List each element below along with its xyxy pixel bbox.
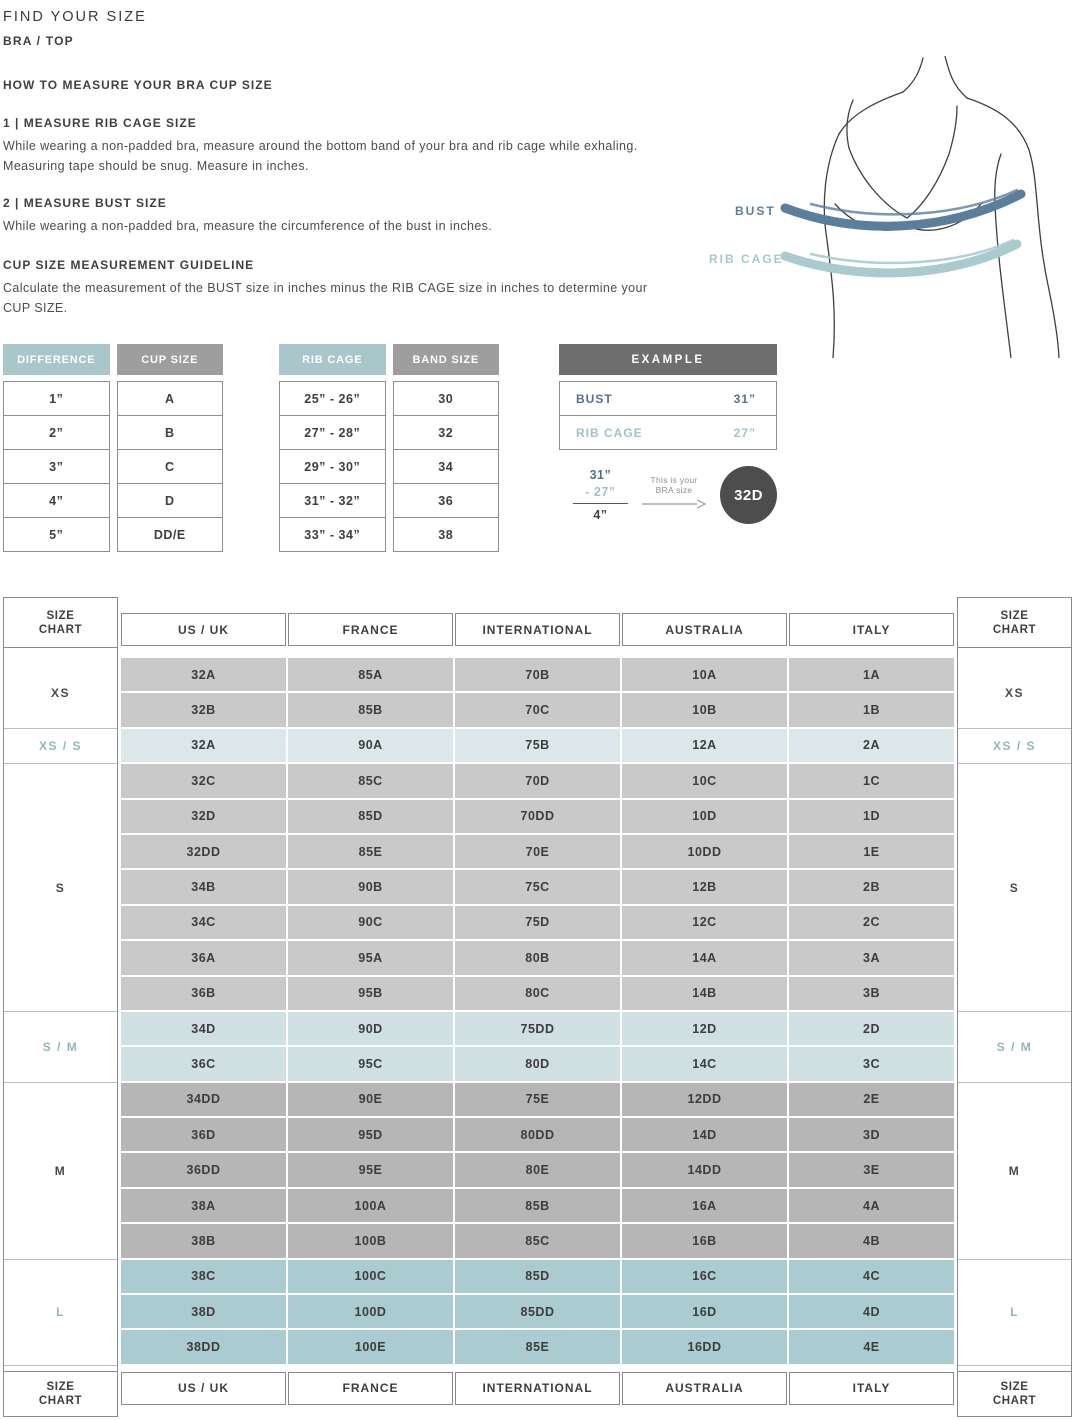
step-1-title: 1 | MEASURE RIB CAGE SIZE [3,116,197,130]
size-cell: 100B [288,1224,453,1257]
size-cell: 10A [622,658,787,691]
size-row [121,1260,954,1293]
size-row [121,1012,954,1045]
column-header: US / UK [121,613,286,646]
size-chart-sidebar-title: SIZE CHART [958,598,1071,648]
size-cell: 95D [288,1118,453,1151]
size-group-label: L [4,1260,117,1366]
size-cell: 85E [288,835,453,868]
example-row-label: BUST [576,391,613,406]
size-cell: 38C [121,1260,286,1293]
size-cell: 10D [622,800,787,833]
size-cell: 3B [789,977,954,1010]
size-row [121,870,954,903]
size-cell: 80E [455,1153,620,1186]
example-row-value: 27” [733,425,756,440]
size-group-label: XS [4,658,117,729]
size-cell: 34DD [121,1083,286,1116]
size-cell: 36DD [121,1153,286,1186]
size-chart-sidebar-title: SIZE CHART [4,1371,117,1416]
size-cell: 1A [789,658,954,691]
size-row [121,1153,954,1186]
size-cell: 12A [622,729,787,762]
size-chart-sidebar-left [3,597,118,1417]
size-cell: 3C [789,1047,954,1080]
size-row [121,977,954,1010]
size-row [121,658,954,691]
size-table-column [279,344,386,552]
size-cell: 70D [455,764,620,797]
size-row [121,693,954,726]
size-row [121,941,954,974]
size-chart [3,597,1072,1417]
guideline-body: Calculate the measurement of the BUST size in inches minus the RIB CAGE size in inches to determine your CUP SIZE. [3,281,648,315]
size-row [121,835,954,868]
size-cell: 85B [288,693,453,726]
size-cell: 90E [288,1083,453,1116]
example-row-label: RIB CAGE [576,425,643,440]
size-cell: 16C [622,1260,787,1293]
size-row [121,1083,954,1116]
example-row-value: 31” [733,391,756,406]
size-cell: 1D [789,800,954,833]
size-cell: 4E [789,1330,954,1363]
size-cell: 32DD [121,835,286,868]
size-cell: 80B [455,941,620,974]
size-chart-main [118,597,957,1417]
bust-label: BUST [735,204,776,218]
size-row [121,1295,954,1328]
size-cell: 32 [393,415,500,450]
size-cell: 36C [121,1047,286,1080]
right-arrow-icon [641,498,707,510]
size-cell: 14D [622,1118,787,1151]
torso-outline [824,56,1059,358]
size-group-label: S [958,764,1071,1012]
size-cell: 1C [789,764,954,797]
example-table [559,344,777,524]
calc-difference-value: 4” [593,508,608,522]
size-cell: 4” [3,483,110,518]
size-cell: 75D [455,906,620,939]
size-cell: 75B [455,729,620,762]
column-header: DIFFERENCE [3,344,110,375]
size-cell: A [117,381,224,416]
size-row [121,1330,954,1363]
result-arrow [636,475,712,515]
example-row [559,381,777,416]
size-cell: 2” [3,415,110,450]
calc-stack [573,468,628,522]
size-cell: 16DD [622,1330,787,1363]
measure-heading: HOW TO MEASURE YOUR BRA CUP SIZE [3,78,273,92]
size-cell: 14DD [622,1153,787,1186]
size-cell: 12DD [622,1083,787,1116]
calc-ribcage-value: - 27” [573,485,628,504]
size-cell: 36B [121,977,286,1010]
size-cell: 4B [789,1224,954,1257]
size-group-label: M [4,1083,117,1260]
size-cell: 80D [455,1047,620,1080]
size-cell: 100E [288,1330,453,1363]
size-cell: 3” [3,449,110,484]
size-cell: 85D [288,800,453,833]
size-cell: 85E [455,1330,620,1363]
page-title: FIND YOUR SIZE [3,9,147,25]
size-group-label: XS [958,658,1071,729]
size-cell: 25” - 26” [279,381,386,416]
size-cell: 10DD [622,835,787,868]
size-chart-sidebar-right [957,597,1072,1417]
size-group-label: S [4,764,117,1012]
size-cell: 14A [622,941,787,974]
size-cell: 38DD [121,1330,286,1363]
column-header: AUSTRALIA [622,1372,787,1405]
measurement-illustration [699,56,1075,358]
column-header: CUP SIZE [117,344,224,375]
size-cell: 34D [121,1012,286,1045]
size-cell: 38D [121,1295,286,1328]
size-cell: 12D [622,1012,787,1045]
size-table-column [393,344,500,552]
size-cell: 2B [789,870,954,903]
size-cell: 29” - 30” [279,449,386,484]
size-cell: 90A [288,729,453,762]
cup-size-table [3,344,223,552]
size-cell: 34 [393,449,500,484]
column-header: INTERNATIONAL [455,613,620,646]
size-chart-sidebar-title: SIZE CHART [958,1371,1071,1416]
size-cell: 4A [789,1189,954,1222]
size-cell: 36A [121,941,286,974]
size-cell: 14B [622,977,787,1010]
size-cell: B [117,415,224,450]
size-cell: 3E [789,1153,954,1186]
size-cell: 16A [622,1189,787,1222]
size-cell: 75E [455,1083,620,1116]
step-1-body: While wearing a non-padded bra, measure around the bottom band of your bra and rib cage while exhaling. Measuring tape should be snug. Measure in inches. [3,139,638,173]
size-cell: 80C [455,977,620,1010]
column-header: AUSTRALIA [622,613,787,646]
size-row [121,1047,954,1080]
size-cell: C [117,449,224,484]
size-cell: D [117,483,224,518]
size-cell: 3A [789,941,954,974]
size-row [121,1118,954,1151]
measurement-tables [3,344,1072,552]
size-cell: 90B [288,870,453,903]
size-group-label: XS / S [4,729,117,764]
size-cell: 16B [622,1224,787,1257]
band-size-table [279,344,499,552]
arrow-caption: This is your BRA size [650,475,698,495]
size-cell: 80DD [455,1118,620,1151]
column-header: US / UK [121,1372,286,1405]
size-cell: 30 [393,381,500,416]
size-cell: 100D [288,1295,453,1328]
example-rows [559,381,777,450]
size-group-label: S / M [4,1012,117,1083]
size-cell: 4D [789,1295,954,1328]
size-cell: 85DD [455,1295,620,1328]
size-group-label: M [958,1083,1071,1260]
page-subtitle: BRA / TOP [3,34,74,48]
size-cell: 2A [789,729,954,762]
size-cell: 2C [789,906,954,939]
size-cell: 4C [789,1260,954,1293]
size-group-label: XS / S [958,729,1071,764]
size-cell: 16D [622,1295,787,1328]
size-cell: 33” - 34” [279,517,386,552]
size-cell: 36D [121,1118,286,1151]
guideline-title: CUP SIZE MEASUREMENT GUIDELINE [3,258,255,272]
size-cell: 75C [455,870,620,903]
size-cell: 38B [121,1224,286,1257]
size-cell: 10B [622,693,787,726]
size-cell: 12B [622,870,787,903]
size-row [121,729,954,762]
size-cell: 34C [121,906,286,939]
size-chart-groups [958,658,1071,1366]
size-cell: 85B [455,1189,620,1222]
size-cell: 100A [288,1189,453,1222]
size-group-label: L [958,1260,1071,1366]
size-cell: 5” [3,517,110,552]
calc-bust-value: 31” [589,468,612,482]
column-header: RIB CAGE [279,344,386,375]
size-cell: 3D [789,1118,954,1151]
size-cell: 12C [622,906,787,939]
column-header: ITALY [789,613,954,646]
example-row [559,415,777,450]
example-header: EXAMPLE [559,344,777,375]
column-header: ITALY [789,1372,954,1405]
size-cell: 85C [455,1224,620,1257]
size-cell: 36 [393,483,500,518]
size-cell: 85A [288,658,453,691]
size-cell: 38 [393,517,500,552]
size-row [121,1224,954,1257]
size-row [121,906,954,939]
size-table-column [117,344,224,552]
size-cell: 2E [789,1083,954,1116]
size-cell: 32B [121,693,286,726]
size-cell: 100C [288,1260,453,1293]
size-chart-rows [121,658,954,1364]
size-cell: 70DD [455,800,620,833]
size-cell: 95A [288,941,453,974]
size-cell: 1” [3,381,110,416]
size-cell: 70B [455,658,620,691]
size-cell: 27” - 28” [279,415,386,450]
ribcage-band [785,240,1017,273]
size-cell: 85C [288,764,453,797]
size-chart-sidebar-title: SIZE CHART [4,598,117,648]
size-row [121,1189,954,1222]
step-2-body: While wearing a non-padded bra, measure the circumference of the bust in inches. [3,219,493,233]
column-header: FRANCE [288,1372,453,1405]
ribcage-label: RIB CAGE [709,252,784,266]
size-row [121,800,954,833]
step-2-title: 2 | MEASURE BUST SIZE [3,196,167,210]
size-cell: DD/E [117,517,224,552]
size-chart-header-row [121,1372,954,1405]
size-cell: 1E [789,835,954,868]
column-header: FRANCE [288,613,453,646]
size-cell: 10C [622,764,787,797]
size-cell: 70E [455,835,620,868]
size-cell: 38A [121,1189,286,1222]
size-cell: 31” - 32” [279,483,386,518]
size-cell: 90D [288,1012,453,1045]
size-cell: 2D [789,1012,954,1045]
size-cell: 70C [455,693,620,726]
column-header: BAND SIZE [393,344,500,375]
size-cell: 14C [622,1047,787,1080]
size-cell: 32A [121,658,286,691]
example-calculation [559,450,777,524]
size-chart-header-row [121,613,954,646]
size-cell: 34B [121,870,286,903]
size-cell: 95C [288,1047,453,1080]
size-cell: 95B [288,977,453,1010]
bust-band [785,190,1021,226]
size-cell: 1B [789,693,954,726]
size-cell: 32D [121,800,286,833]
size-cell: 32C [121,764,286,797]
size-cell: 95E [288,1153,453,1186]
size-cell: 90C [288,906,453,939]
column-header: INTERNATIONAL [455,1372,620,1405]
size-table-column [3,344,110,552]
bra-size-result: 32D [720,466,777,524]
size-cell: 85D [455,1260,620,1293]
size-row [121,764,954,797]
size-chart-groups [4,658,117,1366]
size-cell: 32A [121,729,286,762]
size-group-label: S / M [958,1012,1071,1083]
size-cell: 75DD [455,1012,620,1045]
